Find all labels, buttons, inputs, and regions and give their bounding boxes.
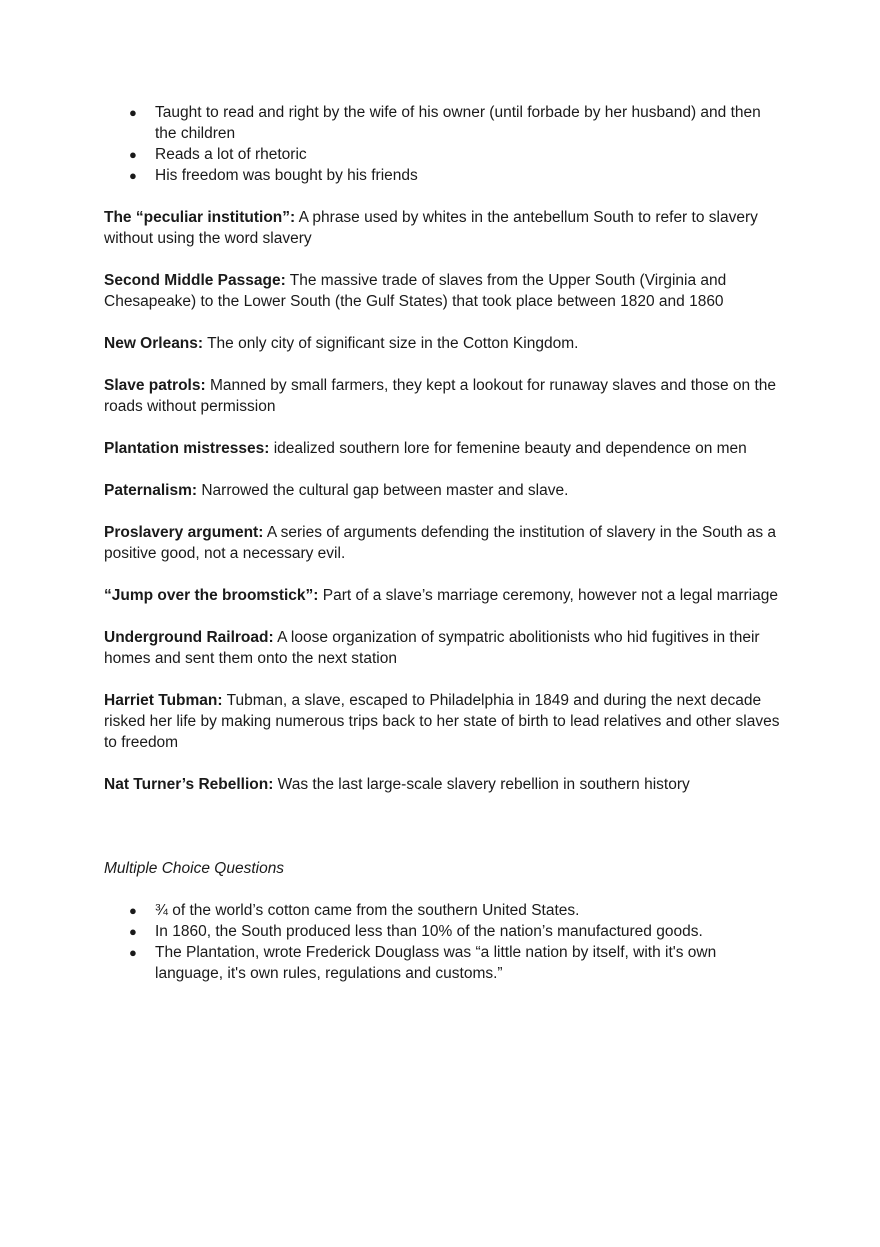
bullet-list-multiple-choice <box>104 900 784 984</box>
term-label: New Orleans: <box>104 335 204 352</box>
term-label: Slave patrols: <box>104 377 206 394</box>
bullet-icon: ● <box>129 945 137 960</box>
term-definition: A phrase used by whites in the antebellum South to refer to slavery without using the word slavery <box>104 209 758 247</box>
term-definition: The only city of significant size in the Cotton Kingdom. <box>203 335 579 352</box>
list-item-text: In 1860, the South produced less than 10% of the nation’s manufactured goods. <box>155 923 703 940</box>
bullet-icon: ● <box>129 924 137 939</box>
list-item <box>104 144 784 165</box>
term-label: Underground Railroad: <box>104 629 274 646</box>
term-harriet-tubman <box>104 690 784 753</box>
term-label: Plantation mistresses: <box>104 440 270 457</box>
term-label: Proslavery argument: <box>104 524 264 541</box>
term-nat-turner-rebellion <box>104 774 784 795</box>
list-item <box>104 921 784 942</box>
term-paternalism <box>104 480 784 501</box>
term-definition: A series of arguments defending the institution of slavery in the South as a positive good, not a necessary evil. <box>104 524 777 562</box>
list-item-text: His freedom was bought by his friends <box>155 167 418 184</box>
term-label: Harriet Tubman: <box>104 692 223 709</box>
list-item <box>104 165 784 186</box>
term-jump-over-broomstick <box>104 585 784 606</box>
term-slave-patrols <box>104 375 784 417</box>
term-proslavery-argument <box>104 522 784 564</box>
term-second-middle-passage <box>104 270 784 312</box>
bullet-icon: ● <box>129 168 137 183</box>
bullet-icon: ● <box>129 903 137 918</box>
term-definition: Was the last large-scale slavery rebellion in southern history <box>273 776 690 793</box>
term-definition: Tubman, a slave, escaped to Philadelphia in 1849 and during the next decade risked her life by making numerous trips back to her state of birth to lead relatives and other slaves to freedom <box>104 692 780 751</box>
bullet-icon: ● <box>129 105 137 120</box>
section-heading-multiple-choice: Multiple Choice Questions <box>104 860 285 877</box>
list-item-text: ¾ of the world’s cotton came from the southern United States. <box>155 902 580 919</box>
bullet-icon: ● <box>129 147 137 162</box>
document-page <box>104 102 784 984</box>
term-label: Nat Turner’s Rebellion: <box>104 776 274 793</box>
term-definition: A loose organization of sympatric abolitionists who hid fugitives in their homes and sent them onto the next station <box>104 629 760 667</box>
list-item <box>104 900 784 921</box>
term-label: Second Middle Passage: <box>104 272 286 289</box>
term-peculiar-institution <box>104 207 784 249</box>
term-label: Paternalism: <box>104 482 198 499</box>
term-definition: idealized southern lore for femenine beauty and dependence on men <box>269 440 747 457</box>
list-item-text: Taught to read and right by the wife of his owner (until forbade by her husband) and then the children <box>155 104 761 142</box>
term-underground-railroad <box>104 627 784 669</box>
term-label: The “peculiar institution”: <box>104 209 296 226</box>
term-label: “Jump over the broomstick”: <box>104 587 319 604</box>
term-definition: Narrowed the cultural gap between master and slave. <box>197 482 569 499</box>
list-item <box>104 942 784 984</box>
term-definition: Part of a slave’s marriage ceremony, however not a legal marriage <box>318 587 778 604</box>
list-item <box>104 102 784 144</box>
list-item-text: Reads a lot of rhetoric <box>155 146 307 163</box>
term-new-orleans <box>104 333 784 354</box>
term-definition: The massive trade of slaves from the Upper South (Virginia and Chesapeake) to the Lower South (the Gulf States) that took place between 1820 and 1860 <box>104 272 727 310</box>
list-item-text: The Plantation, wrote Frederick Douglass was “a little nation by itself, with it's own language, it's own rules, regulations and customs.” <box>155 944 717 982</box>
term-plantation-mistresses <box>104 438 784 459</box>
bullet-list-douglass <box>104 102 784 186</box>
term-definition: Manned by small farmers, they kept a lookout for runaway slaves and those on the roads without permission <box>104 377 777 415</box>
